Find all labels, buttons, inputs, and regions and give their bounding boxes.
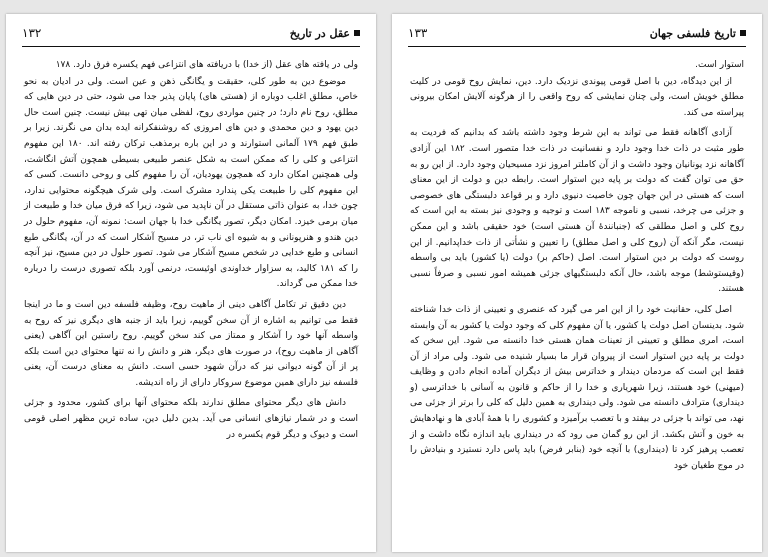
running-title-text: عقل در تاریخ [289, 27, 350, 40]
page-header [408, 26, 746, 47]
page-header [22, 26, 360, 47]
running-title [650, 27, 746, 40]
paragraph: از این دیدگاه، دین با اصل قومی پیوندی نزدیک دارد. دین، نمایش روح قومی در کلیت مطلق خویش است، ولی چنان نمایشی که روح واقعی را از هرگونه آلایش امکان بیرونی پیراسته می کند. [410, 76, 744, 118]
paragraph: اصل کلی، حقانیت خود را از این امر می گیرد که عنصری و تعیینی از ذات خدا شناخته شود. بدینسان اصل دولت یا کشور، یا آن مفهوم کلی که وجود دولت یا کشور به آن وابسته است، امری مطلق و تعیینی از تعینات همان هستی خدا دانسته می شود. این سخن که دولت بر پایه دین استوار است از پیروان قرار ما بسیار شنیده می شود. ولی مراد از آن فقط این است که مردمان دیندار و خداترس بیش از دیگران آماده انجام دادن و وظایف (میهنی) خود هستند، زیرا شهریاری و خدا را از حاکم و قانون به آسانی با خداترسی (و دینداری) مترادف دانسته می شود. ولی دینداری به همین دلیل که کلی را برتر از جزئی می نهد، می تواند با جزئی در بیفتد و با تعصب برآمیزد و کشوری را با همۀ آبادی ها و نهادهایش به خون و آتش بکشد. از این رو گمان می رود که در دینداری باید اندازه نگاه داشت و از تعصب پرهیز کرد تا (دینداری) با آنچه خود (بنابر فرض) باید پاس دارد نستیزد و بنیادش را در موج طغیان خود [410, 304, 744, 471]
running-title [290, 27, 360, 40]
page-body [410, 58, 744, 542]
left-page [6, 14, 376, 552]
paragraph: ولی در یافته های عقل (از خدا) با دریافته های انتزاعی فهم یکسره فرق دارد. ۱۷۸ [55, 60, 358, 70]
paragraph: دین دقیق تر تکامل آگاهی دینی از ماهیت روح، وظیفه فلسفه دین است و ما در اینجا فقط می توانیم به اشاره از آن سخن گوییم، زیرا باید از جنبه های دیگری نیز که روح به واسطه آنها خود را آشکار و ممتاز می کند سخن گوییم. روح راستین این آگاهی (یعنی آگاهی از ماهیت روح)، در صورت های دیگر، هنر و دانش را نه تنها محتوای دین است بلکه پر از آن گونه دیوانی نیز که درآن شهود حسی است. دانش به معنای درست آن، یعنی فلسفه نیز دارای همین موضوع سروکار دارای از راه اندیشه. [24, 299, 358, 388]
page-number: ۱۳۲ [22, 26, 42, 40]
running-title-text: تاریخ فلسفی جهان [649, 27, 736, 40]
page-body [24, 58, 358, 542]
page-number: ۱۳۳ [408, 26, 428, 40]
paragraph: آزادی آگاهانه فقط می تواند به این شرط وجود داشته باشد که بدانیم که فردیت به طور مثبت در ذات خدا وجود دارد و نفسانیت در ذات خدا متصور است. ۱۸۲ این آزادی آگاهانه نزد یونانیان وجود داشت و از آن کاملتر امروز نزد مسیحیان وجود دارد. از این رو به حق می توان گفت که دولت بر پایه دین استوار است. رابطه دین و دولت از این معنای است که هستی در این جهان چون خاصیت دنیوی دارد و بر قواعد دلبستگی های خصوصی و جزئی می چرخد، نسبی و ناموجه ۱۸۳ است و توجیه و وجودی نیز بسته به این است که روح کلی و اصل مطلقی که (جنبانندۀ آن هستی است) خود حقیقی باشد و این ممکن نیست، مگر آنکه آن (روح کلی و اصل مطلق) را تعیین و نشأتی از ذات خداپدانیم. از این روست که دولت بر دین استوار است. اصل (حاکم بر) دولت (یا کشور) باید بی واسطه (وقیستوشط) موجه باشد، حال آنکه دلبستگیهای جزئی همیشه امور نسبی و صرفاً نسبی هستند. [410, 128, 744, 295]
paragraph: استوار است. [695, 60, 744, 70]
square-bullet-icon [354, 30, 360, 36]
square-bullet-icon [740, 30, 746, 36]
paragraph: موضوع دین به طور کلی، حقیقت و یگانگی ذهن و عین است. ولی در ادیان به نحو خاص، مطلق اغلب دوباره از (هستی های) پایان پذیر جدا می شود، حتی در دین هایی که مطلق، روح نام دارد؛ در چنین مواردی روح، لفظی میان تهی بیش نیست. چنین است حال دین یهود و دین محمدی و دین های امروزی که روشنفکرانه ایده بدان می نگرند. زیرا بر طبق فهم ۱۷۹ آلمانی استوارند و در این باره برمذهب ترکان رفته اند. ۱۸۰ این مفهوم انتزاعی و کلی را که ممکن است به شکل عنصر طبیعی بسیطی همچون آتش انگاشت، ولی همچنین امکان دارد که همچون یهودیان، آن را مفهوم کلی و روحی دانست. کسی که این مفهوم کلی را طبیعت یکی پندارد مشرک است. ولی شرک هیچگونه محتوایی ندارد، چون خدا، به عنوان ذاتی مستقل در آن ناپدید می شود، زیرا که فرق میان خدا و طبیعت از میان برمی خیزد. امکان دیگر، تصور یگانگی خدا با جهان است: نمونه آن، مفهوم حلول در دین هندو و هنرپونانی و به شیوه ای ناب تر، در مسیح آشکار است که در آن، یگانگی طبع انسانی و طبع خدایی در شخص مسیح آشکار می شود. تصور حلول در دین مسیح، نیز آنچه را که ۱۸۱ کالبد، به سزاوار خداوندی اوئیست، درنمی آورد بلکه تصوری درست را درباره خدا ممکن می گرداند. [24, 76, 359, 290]
right-page [392, 14, 762, 552]
paragraph: دانش های دیگر محتوای مطلق ندارند بلکه محتوای آنها برای کشور، محدود و جزئی است و در شمار نیازهای انسانی می آید. بدین دلیل دین، ساده ترین مظهر اصلی قومی است و دیوک و دیگر قوم یکسره در [24, 398, 358, 440]
